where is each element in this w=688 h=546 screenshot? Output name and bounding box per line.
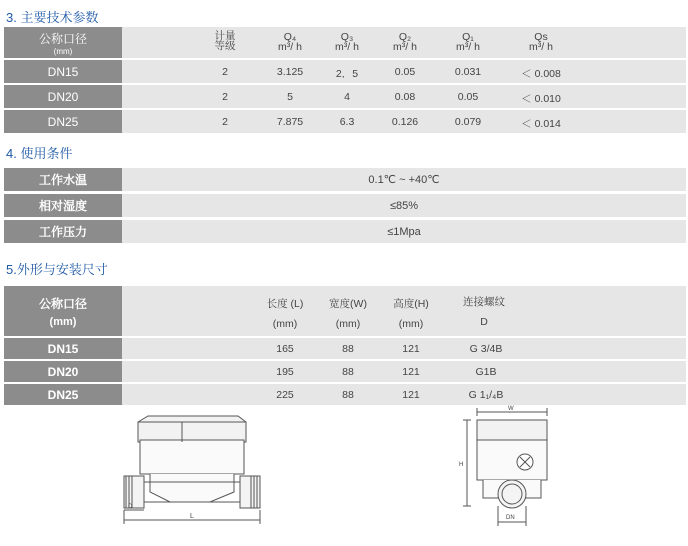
header-qs-label: Qs	[534, 31, 548, 43]
header-qs	[529, 32, 553, 52]
row-label: DN15	[4, 338, 122, 359]
cell-grade: 2	[222, 66, 228, 78]
header-label-sub: (mm)	[49, 315, 77, 328]
cell-q1: 0.031	[454, 66, 482, 78]
meter-side-view-drawing	[110, 412, 270, 542]
row-label: DN15	[4, 60, 122, 83]
cell-q2: 0.05	[394, 66, 416, 78]
cell-width: 88	[342, 343, 354, 355]
header-q2-label: Q₂	[398, 31, 412, 43]
header-grade-line1: 计量	[214, 30, 236, 42]
header-label-cell	[4, 286, 122, 336]
header-width-line2: (mm)	[335, 318, 361, 330]
cell-q4: 7.875	[276, 116, 304, 128]
cell-length: 195	[276, 366, 294, 378]
header-length-line1: 长度 (L)	[266, 298, 304, 310]
header-label-main: 公称口径	[38, 296, 87, 311]
row-label: DN20	[4, 85, 122, 108]
cell-q2: 0.126	[391, 116, 419, 128]
row-label: 工作压力	[4, 220, 122, 243]
header-thread-line2: D	[480, 316, 488, 328]
header-q2	[393, 32, 417, 52]
cell-length: 225	[276, 389, 294, 401]
header-q4-unit: m³/ h	[278, 41, 302, 53]
table-row	[4, 168, 686, 191]
cell-q3: 2．5	[335, 68, 359, 80]
header-height-line1: 高度(H)	[393, 298, 429, 310]
cell-q4: 5	[287, 91, 293, 103]
cell-q3: 4	[344, 91, 350, 103]
dim-w-label: W	[508, 406, 514, 412]
section-5-title: 5.外形与安装尺寸	[6, 262, 108, 277]
cell-height: 121	[402, 366, 420, 378]
cell-width: 88	[342, 366, 354, 378]
cell-height: 121	[402, 343, 420, 355]
header-q3	[335, 32, 359, 52]
section-4-title: 4. 使用条件	[6, 146, 73, 161]
row-label: DN20	[4, 361, 122, 382]
header-grade-line2: 等级	[214, 40, 236, 52]
dim-dn-label: DN	[506, 515, 515, 521]
header-width	[329, 294, 367, 334]
header-q1-label: Q₁	[462, 31, 474, 43]
cell-grade: 2	[222, 91, 228, 103]
cell-qs: ＜ 0.008	[521, 68, 561, 80]
table-row	[4, 361, 686, 382]
cell-grade: 2	[222, 116, 228, 128]
section-3-title: 3. 主要技术参数	[6, 10, 99, 25]
header-label-main: 公称口径	[38, 31, 87, 46]
header-qs-unit: m³/ h	[529, 41, 553, 53]
header-thread-line1: 连接螺纹	[463, 296, 505, 308]
cell-q1: 0.079	[454, 116, 482, 128]
row-label: DN25	[4, 110, 122, 133]
row-value: ≤1Mpa	[387, 225, 421, 238]
cell-thread: G1B	[475, 366, 497, 378]
table-row	[4, 338, 686, 359]
table-row	[4, 384, 686, 405]
table-row	[4, 220, 686, 243]
cell-q1: 0.05	[457, 91, 479, 103]
header-length	[267, 294, 304, 334]
header-q3-label: Q₃	[340, 31, 354, 43]
header-width-line1: 宽度(W)	[329, 298, 367, 310]
tech-params-header-row	[4, 27, 686, 58]
row-value: ≤85%	[389, 199, 419, 212]
cell-thread: G 3/4B	[469, 343, 503, 355]
cell-width: 88	[342, 389, 354, 401]
table-row	[4, 60, 686, 83]
header-q1	[456, 32, 480, 52]
header-length-line2: (mm)	[272, 318, 298, 330]
header-label-cell	[4, 27, 122, 58]
header-q2-unit: m³/ h	[393, 41, 417, 53]
cell-q3: 6.3	[339, 116, 355, 128]
header-q4	[278, 32, 302, 52]
header-q3-unit: m³/ h	[335, 41, 359, 53]
dim-h-label: H	[459, 462, 464, 468]
cell-q4: 3.125	[276, 66, 304, 78]
table-row	[4, 194, 686, 217]
table-row	[4, 110, 686, 133]
dim-d-label: D	[128, 504, 133, 510]
row-label: 相对湿度	[4, 194, 122, 217]
row-value: 0.1℃ ~ +40℃	[368, 174, 440, 186]
header-height	[393, 294, 429, 334]
table-row	[4, 85, 686, 108]
header-q4-label: Q₄	[283, 31, 297, 43]
cell-qs: ＜ 0.014	[521, 118, 561, 130]
meter-front-view-drawing	[455, 402, 575, 542]
header-q1-unit: m³/ h	[456, 41, 480, 53]
header-label-sub: (mm)	[53, 46, 73, 56]
dimensions-header-row	[4, 286, 686, 336]
header-height-line2: (mm)	[398, 318, 424, 330]
header-grade	[215, 31, 236, 51]
cell-length: 165	[276, 343, 294, 355]
cell-q2: 0.08	[394, 91, 416, 103]
cell-height: 121	[402, 389, 420, 401]
cell-qs: ＜ 0.010	[521, 93, 561, 105]
header-thread	[463, 292, 505, 332]
cell-thread: G 1₁/₄B	[468, 389, 504, 401]
dim-l-label: L	[190, 513, 194, 520]
row-label: DN25	[4, 384, 122, 405]
row-label: 工作水温	[4, 168, 122, 191]
